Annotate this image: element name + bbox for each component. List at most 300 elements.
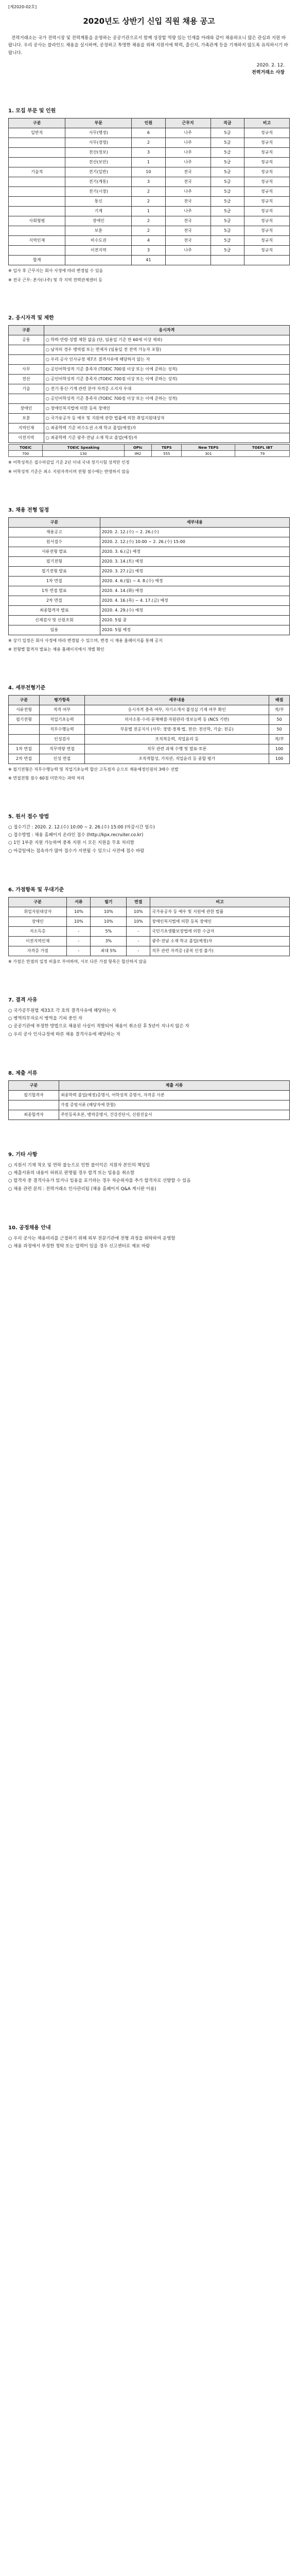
table-row [9, 615, 290, 625]
table-cell: 전산(정보) [65, 148, 132, 158]
table-cell: 비수도권 [65, 236, 132, 246]
table-row [9, 433, 290, 443]
table-cell: 2020. 3. 14.(토) 예정 [100, 556, 289, 566]
table-cell: ○ 최종학력 기준 비수도권 소재 학교 졸업(예정)자 [44, 423, 289, 433]
section-line: ○ 채용 과정에서 부정한 청탁 또는 압력이 있을 경우 신고센터로 제보 바람 [8, 1244, 150, 1249]
table-cell: 채용공고 [9, 527, 100, 537]
table-cell: 보훈 [9, 414, 44, 423]
table-cell: 최대 5% [91, 946, 127, 956]
table-cell: 정규직 [244, 216, 290, 226]
table-row [9, 744, 290, 754]
table-cell: 장애인 [9, 404, 44, 414]
sec1-header-cell: 비고 [244, 118, 290, 128]
table-cell [9, 158, 65, 167]
table-cell: 적/부 [269, 705, 290, 715]
table-cell: 광주·전남 소재 학교 졸업(예정)자 [150, 937, 290, 946]
table-cell [9, 197, 65, 207]
sec6-header-row [9, 897, 290, 907]
table-cell: 2 [132, 226, 165, 236]
table-cell: 정규직 [244, 207, 290, 216]
table-row [9, 946, 290, 956]
table-cell: 이전지역인재 [9, 937, 67, 946]
sec4-header-cell: 구분 [9, 695, 40, 705]
table-row [9, 138, 290, 148]
section-2 [8, 314, 290, 475]
section-line: ○ 공공기관에 부정한 방법으로 채용된 사실이 적발되어 채용이 취소된 후 5년이 지나지 않은 자 [8, 1024, 189, 1029]
sec1-header-cell: 직급 [211, 118, 244, 128]
table-cell: 전산 [9, 375, 44, 384]
table-cell: 2020. 3. 6.(금) 예정 [100, 547, 289, 556]
score-value-cell: 130 [43, 451, 124, 457]
table-cell: 조직적응력, 직업윤리 등 [85, 734, 269, 744]
table-cell [9, 734, 40, 744]
table-cell: 전국 [165, 177, 211, 187]
table-cell: 나주 [165, 246, 211, 256]
table-row [9, 556, 290, 566]
table-cell: 전기(일반) [65, 167, 132, 177]
table-cell: 정규직 [244, 197, 290, 207]
section-line: ○ 접수기간 : 2020. 2. 12.(수) 10:00 ~ 2. 26.(수) 15:00 (마감시간 엄수) [8, 824, 155, 830]
score-header-cell: TOEIC [9, 445, 43, 451]
sec3-header-cell: 구분 [9, 517, 100, 527]
table-cell: 신체검사 및 신원조회 [9, 615, 100, 625]
table-cell: 1 [132, 207, 165, 216]
table-cell: ○ 우리 공사 인사규정 제7조 결격사유에 해당하지 않는 자 [44, 355, 289, 365]
table-cell: 정규직 [244, 128, 290, 138]
table-row [9, 1090, 290, 1100]
table-cell: 주민등록초본, 병역증명서, 건강진단서, 신원진술서 [59, 1110, 289, 1120]
sec8-header-row [9, 1080, 290, 1090]
table-cell: 서류전형 [9, 705, 40, 715]
table-cell: - [127, 937, 150, 946]
table-row [9, 754, 290, 764]
table-cell: 5급 [211, 138, 244, 148]
sec2-header-cell: 응시자격 [44, 326, 289, 335]
table-cell: 5급 [211, 207, 244, 216]
table-cell: 원서접수 [9, 537, 100, 547]
table-cell: 공통 [9, 335, 44, 345]
table-cell: 5급 [211, 226, 244, 236]
table-cell: 서류전형 발표 [9, 547, 100, 556]
table-cell: 사회형평 [9, 216, 65, 226]
table-cell: 직무수행능력 [39, 724, 84, 734]
section-note: ※ 가점은 만점의 일정 비율로 부여하며, 서로 다른 가점 항목은 합산하지 않음 [8, 959, 147, 964]
table-cell: ○ 전기·통신·기계 관련 분야 자격증 소지자 우대 [44, 384, 289, 394]
sec8-header-cell: 제출 서류 [59, 1080, 289, 1090]
table-cell: 50 [269, 715, 290, 724]
table-cell: 보훈 [65, 226, 132, 236]
table-row [9, 207, 290, 216]
section-title: 9. 기타 사항 [8, 1151, 38, 1158]
table-cell: 나주 [165, 138, 211, 148]
section-line: ○ 1인 1부문 지원 가능하며 중복 지원 시 모든 지원을 무효 처리함 [8, 840, 135, 846]
sec4-table [8, 695, 290, 764]
score-value-row [9, 451, 290, 457]
table-cell: 5급 [211, 197, 244, 207]
section-line: ○ 지원서 기재 착오 및 연락 불능으로 인한 불이익은 지원자 본인의 책임임 [8, 1162, 150, 1168]
table-cell: 2 [132, 138, 165, 148]
sec6-header-cell: 면접 [127, 897, 150, 907]
table-cell: 3% [91, 937, 127, 946]
table-cell: 10 [132, 167, 165, 177]
section-10 [8, 1224, 290, 1251]
table-cell: 전국 [165, 197, 211, 207]
sec4-header-cell: 배점 [269, 695, 290, 705]
table-cell: 5급 [211, 236, 244, 246]
table-cell: 10% [91, 907, 127, 917]
table-cell: 5급 [211, 246, 244, 256]
table-cell: 2020. 3. 27.(금) 예정 [100, 566, 289, 576]
table-row [9, 715, 290, 724]
sec6-header-cell: 서류 [67, 897, 91, 907]
score-header-cell: New TEPS [182, 445, 235, 451]
table-cell: 10% [67, 907, 91, 917]
sec6-header-cell: 필기 [91, 897, 127, 907]
section-line: ○ 국가공무원법 제33조 각 호의 결격사유에 해당하는 자 [8, 1008, 116, 1013]
table-row [9, 547, 290, 556]
table-row [9, 937, 290, 946]
section-1 [8, 107, 290, 283]
table-cell: 정규직 [244, 246, 290, 256]
table-cell: 직무역량 면접 [39, 744, 84, 754]
sec2-header-cell: 구분 [9, 326, 44, 335]
table-cell: 통신 [65, 197, 132, 207]
page-title: 2020년도 상반기 신입 직원 채용 공고 [83, 16, 215, 26]
table-row [9, 917, 290, 927]
table-cell: ○ 공인어학성적 기준 충족자 (TOEIC 700점 이상 또는 이에 준하는 성적) [44, 394, 289, 404]
table-cell: 정규직 [244, 177, 290, 187]
table-row [9, 384, 290, 394]
table-cell: 정규직 [244, 148, 290, 158]
table-cell: 2차 면접 [9, 596, 100, 605]
section-4 [8, 684, 290, 782]
table-row [9, 605, 290, 615]
table-cell: 10% [91, 917, 127, 927]
section-title: 4. 세부전형기준 [8, 685, 46, 691]
table-cell: 6 [132, 128, 165, 138]
table-cell: 나주 [165, 128, 211, 138]
table-cell: 전국 [165, 236, 211, 246]
table-cell: 2020. 5월 예정 [100, 625, 289, 635]
score-value-cell: 555 [152, 451, 182, 457]
sec8-table [8, 1080, 290, 1120]
section-7 [8, 996, 290, 1039]
section-6 [8, 886, 290, 965]
sec1-header-cell: 근무지 [165, 118, 211, 128]
table-cell: 나주 [165, 158, 211, 167]
table-cell: 조직적합성, 가치관, 직업윤리 등 종합 평가 [85, 754, 269, 764]
table-row [9, 365, 290, 375]
table-cell: - [67, 927, 91, 937]
table-row [9, 927, 290, 937]
table-cell: 정규직 [244, 236, 290, 246]
sec1-header-cell: 인원 [132, 118, 165, 128]
table-cell: 3 [132, 177, 165, 187]
section-line: ○ 마감일에는 접속자가 많아 접수가 지연될 수 있으니 사전에 접수 바람 [8, 848, 145, 854]
section-title: 1. 모집 부문 및 인원 [8, 108, 56, 114]
sections-container [8, 107, 290, 1251]
table-row [9, 1110, 290, 1120]
sec8-header-cell: 구분 [9, 1080, 59, 1090]
table-cell [244, 256, 290, 265]
table-cell: ○ 남자의 경우 병역필 또는 면제자 (임용일 전 전역 가능자 포함) [44, 345, 289, 355]
sec4-header-cell: 세부내용 [85, 695, 269, 705]
table-cell: 임용 [9, 625, 100, 635]
table-cell: - [127, 927, 150, 937]
issuing-org: 전력거래소 사장 [252, 70, 285, 75]
table-cell: 필기전형 [9, 556, 100, 566]
section-line: ○ 우리 공사 인사규정에 따른 채용 결격사유에 해당하는 자 [8, 1031, 120, 1037]
table-row [9, 158, 290, 167]
table-row [9, 576, 290, 586]
table-cell: 사무(경영) [65, 138, 132, 148]
table-cell: 정규직 [244, 158, 290, 167]
sec4-header-cell: 평가항목 [39, 695, 84, 705]
document-number: [제2020-02호] [8, 5, 37, 9]
table-cell: 2차 면접 [9, 754, 40, 764]
sec4-header-row [9, 695, 290, 705]
section-note: ※ 필기전형은 직무수행능력 및 직업기초능력 합산 고득점자 순으로 채용예정인원의 3배수 선발 [8, 767, 179, 772]
table-row [9, 625, 290, 635]
table-cell: 2020. 4. 16.(목) ~ 4. 17.(금) 예정 [100, 596, 289, 605]
table-cell: 장애인 [9, 917, 67, 927]
table-cell: 정규직 [244, 138, 290, 148]
table-row [9, 375, 290, 384]
score-header-cell: OPIc [124, 445, 152, 451]
table-cell: 2020. 2. 12.(수) ~ 2. 26.(수) [100, 527, 289, 537]
table-cell [211, 256, 244, 265]
table-cell: 5급 [211, 216, 244, 226]
table-cell: - [127, 946, 150, 956]
section-note: ※ 어학성적 기준은 최소 지원자격이며 전형 점수에는 반영하지 않음 [8, 469, 130, 474]
table-row [9, 423, 290, 433]
table-row [9, 148, 290, 158]
section-5 [8, 813, 290, 855]
sec6-header-cell: 구분 [9, 897, 67, 907]
section-8 [8, 1070, 290, 1120]
table-cell [9, 148, 65, 158]
table-cell: 100 [269, 754, 290, 764]
sec3-header-row [9, 517, 290, 527]
table-cell: 5급 [211, 148, 244, 158]
table-cell [65, 256, 132, 265]
table-cell: 이전지역 [9, 433, 44, 443]
table-cell [9, 345, 44, 355]
table-cell: 부문별 전공지식 (사무: 경영·경제·법, 전산: 전산학, 기술: 전공) [85, 724, 269, 734]
table-cell: 적/부 [269, 734, 290, 744]
table-cell: 10% [127, 907, 150, 917]
section-title: 8. 제출 서류 [8, 1070, 38, 1076]
table-row [9, 216, 290, 226]
section-title: 5. 원서 접수 방법 [8, 814, 49, 820]
table-row [9, 335, 290, 345]
table-cell: 장애인복지법에 의한 등록 장애인 [150, 917, 290, 927]
table-cell: 5급 [211, 158, 244, 167]
table-row [9, 236, 290, 246]
table-cell: 전국 [165, 216, 211, 226]
table-row [9, 177, 290, 187]
table-row [9, 596, 290, 605]
table-cell [9, 724, 40, 734]
table-cell [9, 355, 44, 365]
section-note: ※ 입사 후 근무지는 회사 사정에 따라 변경될 수 있음 [8, 268, 103, 274]
score-header-cell: TEPS [152, 445, 182, 451]
table-cell: 필기합격자 [9, 1090, 59, 1100]
section-title: 6. 가점항목 및 우대기준 [8, 887, 64, 893]
score-value-cell: 79 [235, 451, 290, 457]
table-row [9, 355, 290, 365]
section-note: ※ 상기 일정은 회사 사정에 따라 변경될 수 있으며, 변경 시 채용 홈페이지를 통해 공지 [8, 638, 163, 643]
table-cell [9, 207, 65, 216]
table-cell: - [67, 946, 91, 956]
table-cell: 50 [269, 724, 290, 734]
sec6-header-cell: 비고 [150, 897, 290, 907]
table-row [9, 537, 290, 547]
table-cell: 기술 [9, 384, 44, 394]
section-note: ※ 면접전형 점수 60점 미만자는 과락 처리 [8, 776, 85, 781]
table-cell: 최종합격자 발표 [9, 605, 100, 615]
table-cell: 5급 [211, 177, 244, 187]
table-cell: 장애인 [65, 216, 132, 226]
section-title: 3. 채용 전형 일정 [8, 507, 49, 513]
table-cell: 전기(계통) [65, 177, 132, 187]
table-cell: 나주 [165, 187, 211, 197]
table-cell: 필기전형 발표 [9, 566, 100, 576]
section-line: ○ 병역의무자로서 병역을 기피 중인 자 [8, 1015, 83, 1021]
sec3-table [8, 517, 290, 635]
score-header-cell: TOEFL IBT [235, 445, 290, 451]
table-cell: 최종합격자 [9, 1110, 59, 1120]
section-title: 10. 공정채용 안내 [8, 1225, 51, 1231]
table-cell: 41 [132, 256, 165, 265]
table-cell: 2020. 5월 중 [100, 615, 289, 625]
score-header-cell: TOEIC Speaking [43, 445, 124, 451]
score-value-cell: IM2 [124, 451, 152, 457]
table-cell: 사무(행정) [65, 128, 132, 138]
table-cell: 기계 [65, 207, 132, 216]
table-cell: 5급 [211, 128, 244, 138]
section-title: 7. 결격 사유 [8, 997, 38, 1003]
table-cell: 적격 여부 [39, 705, 84, 715]
table-cell: ○ 공인어학성적 기준 충족자 (TOEIC 700점 이상 또는 이에 준하는 성적) [44, 375, 289, 384]
table-cell: 가점 증빙서류 (해당자에 한함) [59, 1100, 289, 1110]
table-cell: 2020. 2. 12.(수) 10:00 ~ 2. 26.(수) 15:00 [100, 537, 289, 547]
section-3 [8, 506, 290, 653]
table-cell: 1차 면접 [9, 744, 40, 754]
section-note: ※ 어학성적은 접수마감일 기준 2년 이내 국내 정기시험 성적만 인정 [8, 460, 130, 465]
table-cell: 5급 [211, 167, 244, 177]
table-cell [9, 226, 65, 236]
table-cell: 인성검사 [39, 734, 84, 744]
score-value-cell: 301 [182, 451, 235, 457]
table-cell: ○ 국가유공자 등 예우 및 지원에 관한 법률에 의한 취업지원대상자 [44, 414, 289, 423]
table-row [9, 128, 290, 138]
table-cell: 나주 [165, 148, 211, 158]
table-cell: 2020. 4. 29.(수) 예정 [100, 605, 289, 615]
table-cell: 100 [269, 744, 290, 754]
section-line: ○ 합격자 중 결격사유가 있거나 임용을 포기하는 경우 차순위자를 추가 합격자로 선발할 수 있음 [8, 1178, 191, 1184]
table-cell [9, 138, 65, 148]
table-cell: 4 [132, 236, 165, 246]
table-row [9, 566, 290, 576]
table-row [9, 734, 290, 744]
sec1-header-row [9, 118, 290, 128]
table-cell: 지역인재 [9, 236, 65, 246]
table-cell: 2020. 4. 6.(월) ~ 4. 8.(수) 예정 [100, 576, 289, 586]
section-note: ※ 전형별 합격자 발표는 채용 홈페이지에서 개별 확인 [8, 647, 104, 652]
table-row [9, 724, 290, 734]
table-cell: 10% [67, 917, 91, 927]
table-cell: 전산(보안) [65, 158, 132, 167]
table-row [9, 907, 290, 917]
table-cell [165, 256, 211, 265]
table-cell: 국민기초생활보장법에 의한 수급자 [150, 927, 290, 937]
table-cell: 합계 [9, 256, 65, 265]
table-cell: 직무 관련 자격증 (중복 인정 불가) [150, 946, 290, 956]
table-cell: 응시자격 충족 여부, 자기소개서 불성실 기재 여부 확인 [85, 705, 269, 715]
table-row [9, 246, 290, 256]
section-title: 2. 응시자격 및 제한 [8, 315, 54, 321]
intro-paragraph: 전력거래소는 국가 전력시장 및 전력계통을 운영하는 공공기관으로서 함께 성장할 역량 있는 인재를 아래와 같이 채용하오니 많은 관심과 지원 바랍니다. 우리 공사는 블라인드 채용을 실시하며, 공정하고 투명한 채용을 위해 지원서에 학력, 출신지, 가족관계 등을 기재하지 않도록 유의하시기 바랍니다. [8, 35, 288, 56]
table-cell: 필기전형 [9, 715, 40, 724]
table-cell: ○ 학력·연령·성별 제한 없음 (단, 임용일 기준 만 60세 이상 제외) [44, 335, 289, 345]
table-cell: 1 [132, 158, 165, 167]
section-line: ○ 제출서류의 내용이 허위로 판명될 경우 합격 또는 임용을 취소함 [8, 1171, 135, 1176]
sec3-header-cell: 세부내용 [100, 517, 289, 527]
sec1-header-cell: 구분 [9, 118, 65, 128]
table-cell [9, 394, 44, 404]
table-cell: ○ 공인어학성적 기준 충족자 (TOEIC 700점 이상 또는 이에 준하는 성적) [44, 365, 289, 375]
table-row [9, 167, 290, 177]
score-value-cell: 700 [9, 451, 43, 457]
table-cell: 1차 면접 발표 [9, 586, 100, 596]
table-cell: 2020. 4. 14.(화) 예정 [100, 586, 289, 596]
table-cell: 의사소통·수리·문제해결·자원관리·정보능력 등 (NCS 기반) [85, 715, 269, 724]
table-cell: ○ 장애인복지법에 의한 등록 장애인 [44, 404, 289, 414]
table-row [9, 414, 290, 423]
table-row [9, 345, 290, 355]
table-cell: 직무 관련 과제 수행 및 발표·토론 [85, 744, 269, 754]
table-cell: 일반직 [9, 128, 65, 138]
table-cell: 정규직 [244, 167, 290, 177]
table-row [9, 705, 290, 715]
table-cell: 인성 면접 [39, 754, 84, 764]
table-cell: 직업기초능력 [39, 715, 84, 724]
table-cell [9, 246, 65, 256]
table-cell: 사무 [9, 365, 44, 375]
score-table [8, 444, 290, 457]
notice-date: 2020. 2. 12. [256, 63, 285, 69]
table-row [9, 1100, 290, 1110]
table-cell [9, 187, 65, 197]
sec2-table [8, 325, 290, 443]
table-cell: 정규직 [244, 226, 290, 236]
section-note: ※ 전국 근무: 본사(나주) 및 각 지역 전력관제센터 등 [8, 277, 102, 282]
table-row [9, 226, 290, 236]
table-cell [9, 1100, 59, 1110]
table-cell: 전기(시장) [65, 187, 132, 197]
table-cell: 나주 [165, 207, 211, 216]
table-cell: 자격증 가점 [9, 946, 67, 956]
table-cell: 최종학력 졸업(예정)증명서, 어학성적 증명서, 자격증 사본 [59, 1090, 289, 1100]
section-line: ○ 우리 공사는 채용비리를 근절하기 위해 외부 전문기관에 전형 과정을 위탁하여 운영함 [8, 1236, 176, 1242]
table-cell: 3 [132, 148, 165, 158]
table-cell: 전국 [165, 226, 211, 236]
table-row [9, 197, 290, 207]
table-cell [9, 177, 65, 187]
table-cell: 기술직 [9, 167, 65, 177]
sec2-header-row [9, 326, 290, 335]
